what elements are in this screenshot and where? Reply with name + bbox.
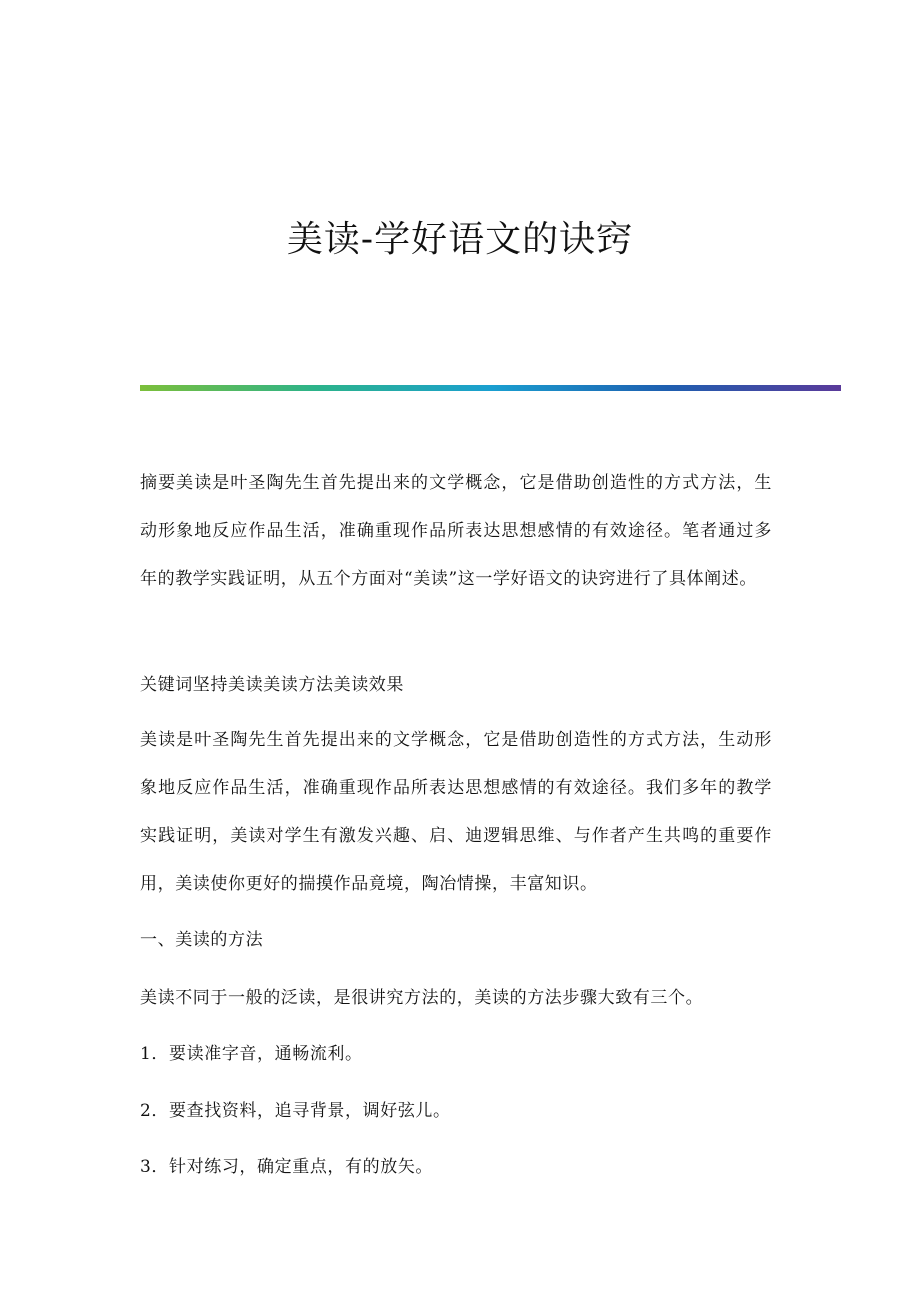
section-paragraph: 美读不同于一般的泛读，是很讲究方法的，美读的方法步骤大致有三个。: [140, 988, 704, 1008]
keywords-line: 关键词坚持美读美读方法美读效果: [140, 675, 404, 695]
section-heading: 一、美读的方法: [140, 930, 264, 950]
document-title: 美读-学好语文的诀窍: [286, 219, 634, 260]
abstract-paragraph: 摘要美读是叶圣陶先生首先提出来的文学概念，它是借助创造性的方式方法，生动形象地反应作品生活，准确重现作品所表达思想感情的有效途径。笔者通过多年的教学实践证明，从五个方面对“美读”这一学好语文的诀窍进行了具体阐述。: [140, 473, 772, 589]
list-item: 2．要查找资料，追寻背景，调好弦儿。: [140, 1101, 451, 1121]
list-item: 1．要读准字音，通畅流利。: [140, 1044, 363, 1064]
list-item: 3．针对练习，确定重点，有的放矢。: [140, 1157, 434, 1177]
title-divider: [140, 385, 841, 391]
intro-paragraph: 美读是叶圣陶先生首先提出来的文学概念，它是借助创造性的方式方法，生动形象地反应作品生活，准确重现作品所表达思想感情的有效途径。我们多年的教学实践证明，美读对学生有激发兴趣、启、迪逻辑思维、与作者产生共鸣的重要作用，美读使你更好的揣摸作品竟境，陶冶情操，丰富知识。: [140, 730, 772, 894]
